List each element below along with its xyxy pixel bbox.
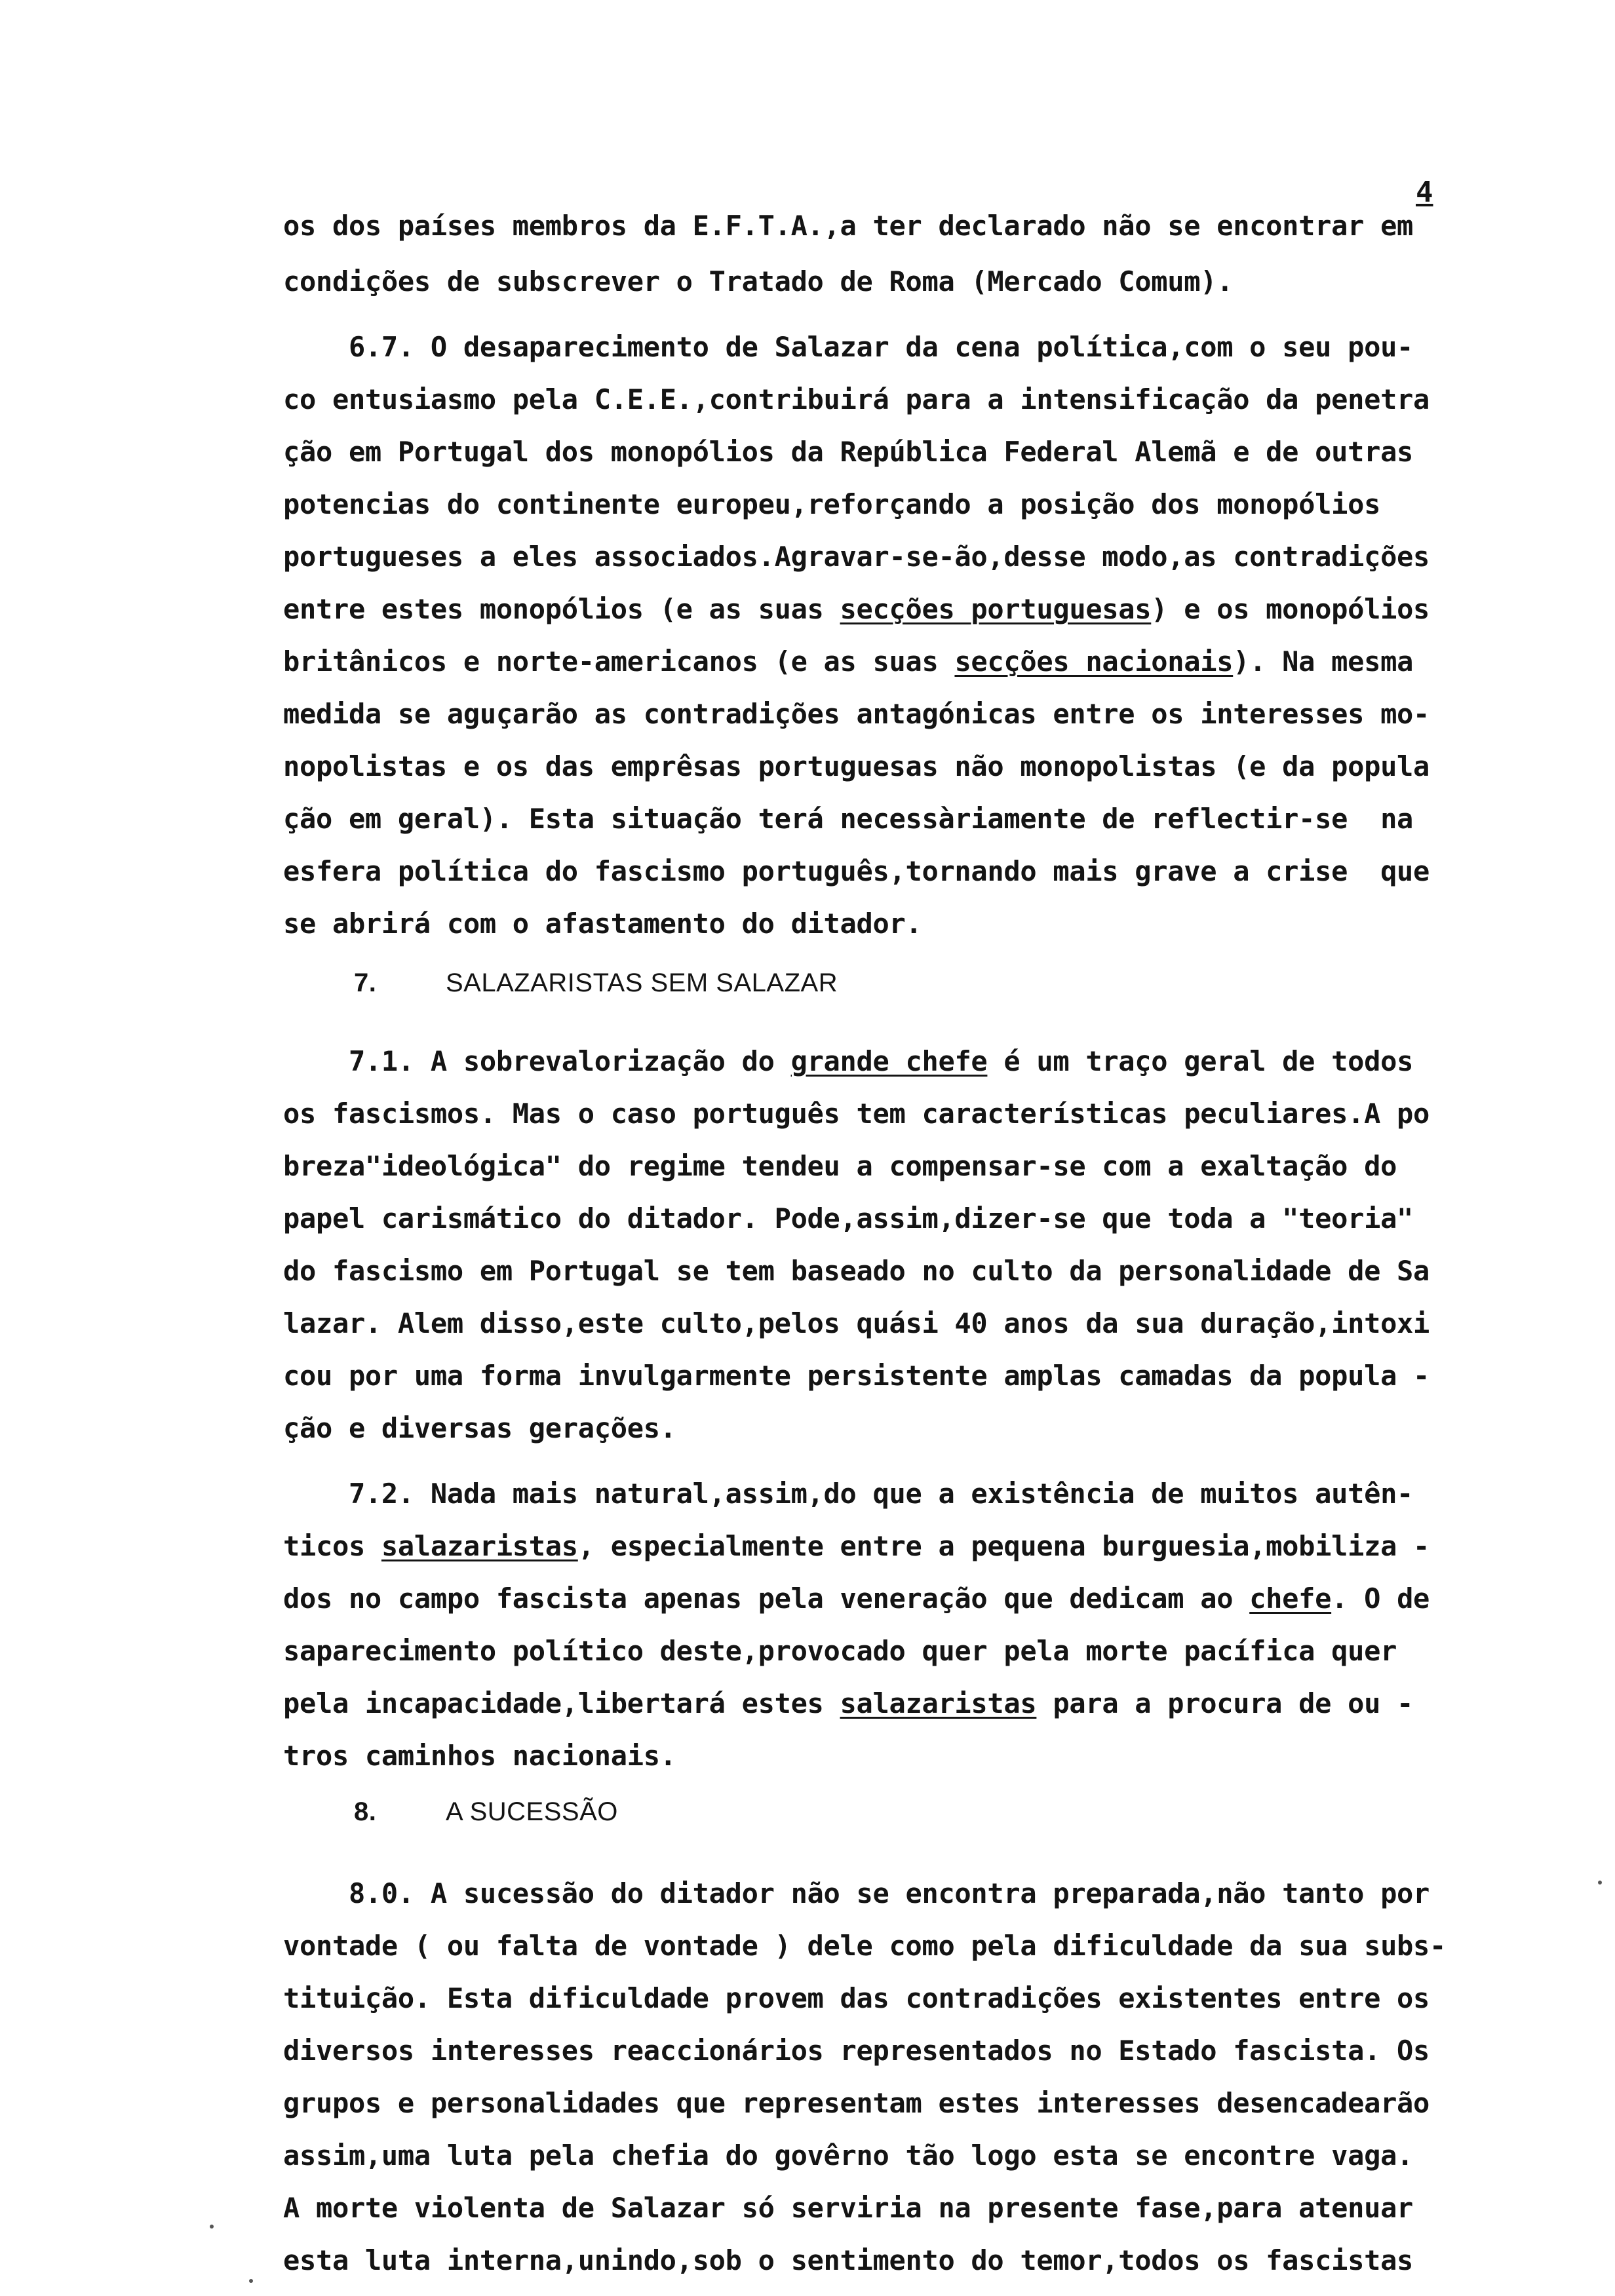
text-line	[283, 1981, 1492, 2016]
underlined-phrase: chefe	[1249, 1582, 1332, 1615]
text-run: tros caminhos nacionais.	[283, 1740, 676, 1772]
text-line	[283, 592, 1492, 627]
text-run: 8.0. A sucessão do ditador não se encontra preparada,não tanto por	[283, 1877, 1430, 1909]
text-run: medida se aguçarão as contradições antagónicas entre os interesses mo-	[283, 698, 1430, 730]
text-run: saparecimento político deste,provocado quer pela morte pacífica quer	[283, 1635, 1397, 1667]
underlined-phrase: secções portuguesas	[840, 593, 1152, 625]
text-run: condições de subscrever o Tratado de Roma (Mercado Comum).	[283, 265, 1234, 297]
text-line	[283, 801, 1492, 837]
text-line	[283, 1928, 1492, 1964]
text-run: vontade ( ou falta de vontade ) dele como pela dificuldade da sua subs-	[283, 1930, 1447, 1962]
text-run: entre estes monopólios (e as suas	[283, 593, 840, 625]
text-run: , especialmente entre a pequena burguesia,mobiliza -	[577, 1530, 1430, 1562]
text-run: pela incapacidade,libertará estes	[283, 1687, 840, 1719]
text-line	[283, 1686, 1492, 1721]
text-run: 7.2. Nada mais natural,assim,do que a existência de muitos autên-	[283, 1478, 1414, 1510]
text-line	[283, 1358, 1492, 1394]
text-line	[283, 2243, 1492, 2278]
text-line	[283, 1411, 1492, 1446]
text-line	[283, 697, 1492, 732]
underlined-phrase: secções nacionais	[954, 645, 1234, 678]
text-line	[283, 1201, 1492, 1236]
text-line	[283, 264, 1492, 299]
text-run: ticos	[283, 1530, 381, 1562]
text-line	[283, 330, 1492, 365]
text-line	[283, 1096, 1492, 1132]
scan-speck	[210, 2225, 214, 2229]
text-run: para a procura de ou -	[1036, 1687, 1414, 1719]
scan-speck	[249, 2279, 253, 2283]
text-line	[283, 2191, 1492, 2226]
text-line	[283, 906, 1492, 942]
text-line	[283, 1476, 1492, 1512]
text-line	[283, 749, 1492, 784]
text-run: potencias do continente europeu,reforçando a posição dos monopólios	[283, 488, 1381, 520]
text-run: nopolistas e os das emprêsas portuguesas não monopolistas (e da popula	[283, 750, 1430, 782]
underlined-phrase: grande chefe	[790, 1045, 988, 1077]
text-line	[283, 644, 1492, 679]
text-run: portugueses a eles associados.Agravar-se-ão,desse modo,as contradições	[283, 541, 1430, 573]
text-line	[283, 2138, 1492, 2173]
text-run: tituição. Esta dificuldade provem das contradições existentes entre os	[283, 1982, 1430, 2014]
text-run: A morte violenta de Salazar só serviria na presente fase,para atenuar	[283, 2192, 1414, 2224]
text-run: breza"ideológica" do regime tendeu a compensar-se com a exaltação do	[283, 1150, 1397, 1182]
text-line	[283, 1634, 1492, 1669]
text-run: diversos interesses reaccionários representados no Estado fascista. Os	[283, 2035, 1430, 2067]
text-line	[283, 1738, 1492, 1774]
text-line	[283, 854, 1492, 889]
text-run: esta luta interna,unindo,sob o sentimento do temor,todos os fascistas	[283, 2244, 1414, 2276]
text-line	[283, 434, 1492, 470]
text-line	[283, 2033, 1492, 2069]
text-run: 7.1. A sobrevalorização do	[283, 1045, 791, 1077]
text-run: lazar. Alem disso,este culto,pelos quási 40 anos da sua duração,intoxi	[283, 1307, 1430, 1339]
text-line	[283, 208, 1492, 244]
text-run: britânicos e norte-americanos (e as suas	[283, 645, 955, 678]
scan-speck	[1598, 1881, 1602, 1885]
text-run: ). Na mesma	[1233, 645, 1414, 678]
text-run: grupos e personalidades que representam estes interesses desencadearão	[283, 2087, 1430, 2119]
underlined-phrase: salazaristas	[381, 1530, 578, 1562]
text-run: se abrirá com o afastamento do ditador.	[283, 908, 922, 940]
text-run: ) e os monopólios	[1151, 593, 1430, 625]
text-run: assim,uma luta pela chefia do govêrno tão logo esta se encontre vaga.	[283, 2139, 1414, 2172]
text-line	[283, 1529, 1492, 1564]
text-run: papel carismático do ditador. Pode,assim,dizer-se que toda a "teoria"	[283, 1202, 1414, 1234]
page-number: 4	[1416, 176, 1433, 209]
text-run: . O de	[1331, 1582, 1430, 1615]
text-run: os fascismos. Mas o caso português tem características peculiares.A po	[283, 1098, 1430, 1130]
text-line	[283, 2086, 1492, 2121]
text-run: esfera política do fascismo português,tornando mais grave a crise que	[283, 855, 1430, 887]
text-line	[283, 1044, 1492, 1079]
text-run: do fascismo em Portugal se tem baseado no culto da personalidade de Sa	[283, 1255, 1430, 1287]
text-run: 6.7. O desaparecimento de Salazar da cena política,com o seu pou-	[283, 331, 1414, 363]
section-number: 7.	[354, 968, 377, 997]
text-line	[283, 1306, 1492, 1341]
text-run: ção e diversas gerações.	[283, 1412, 676, 1444]
text-line	[283, 1149, 1492, 1184]
section-title: A SUCESSÃO	[446, 1797, 618, 1826]
text-line	[283, 1581, 1492, 1617]
section-number: 8.	[354, 1797, 377, 1826]
text-run: os dos países membros da E.F.T.A.,a ter declarado não se encontrar em	[283, 210, 1414, 242]
text-run: dos no campo fascista apenas pela veneração que dedicam ao	[283, 1582, 1250, 1615]
text-line	[283, 539, 1492, 575]
text-run: co entusiasmo pela C.E.E.,contribuirá para a intensificação da penetra	[283, 383, 1430, 415]
text-run: ção em Portugal dos monopólios da República Federal Alemã e de outras	[283, 436, 1414, 468]
text-run: cou por uma forma invulgarmente persistente amplas camadas da popula -	[283, 1360, 1430, 1392]
text-line	[283, 1253, 1492, 1289]
text-line	[283, 1876, 1492, 1911]
text-line	[283, 382, 1492, 417]
text-run: é um traço geral de todos	[987, 1045, 1414, 1077]
text-line	[283, 487, 1492, 522]
section-title: SALAZARISTAS SEM SALAZAR	[446, 968, 838, 997]
underlined-phrase: salazaristas	[840, 1687, 1037, 1719]
text-run: ção em geral). Esta situação terá necessàriamente de reflectir-se na	[283, 803, 1414, 835]
